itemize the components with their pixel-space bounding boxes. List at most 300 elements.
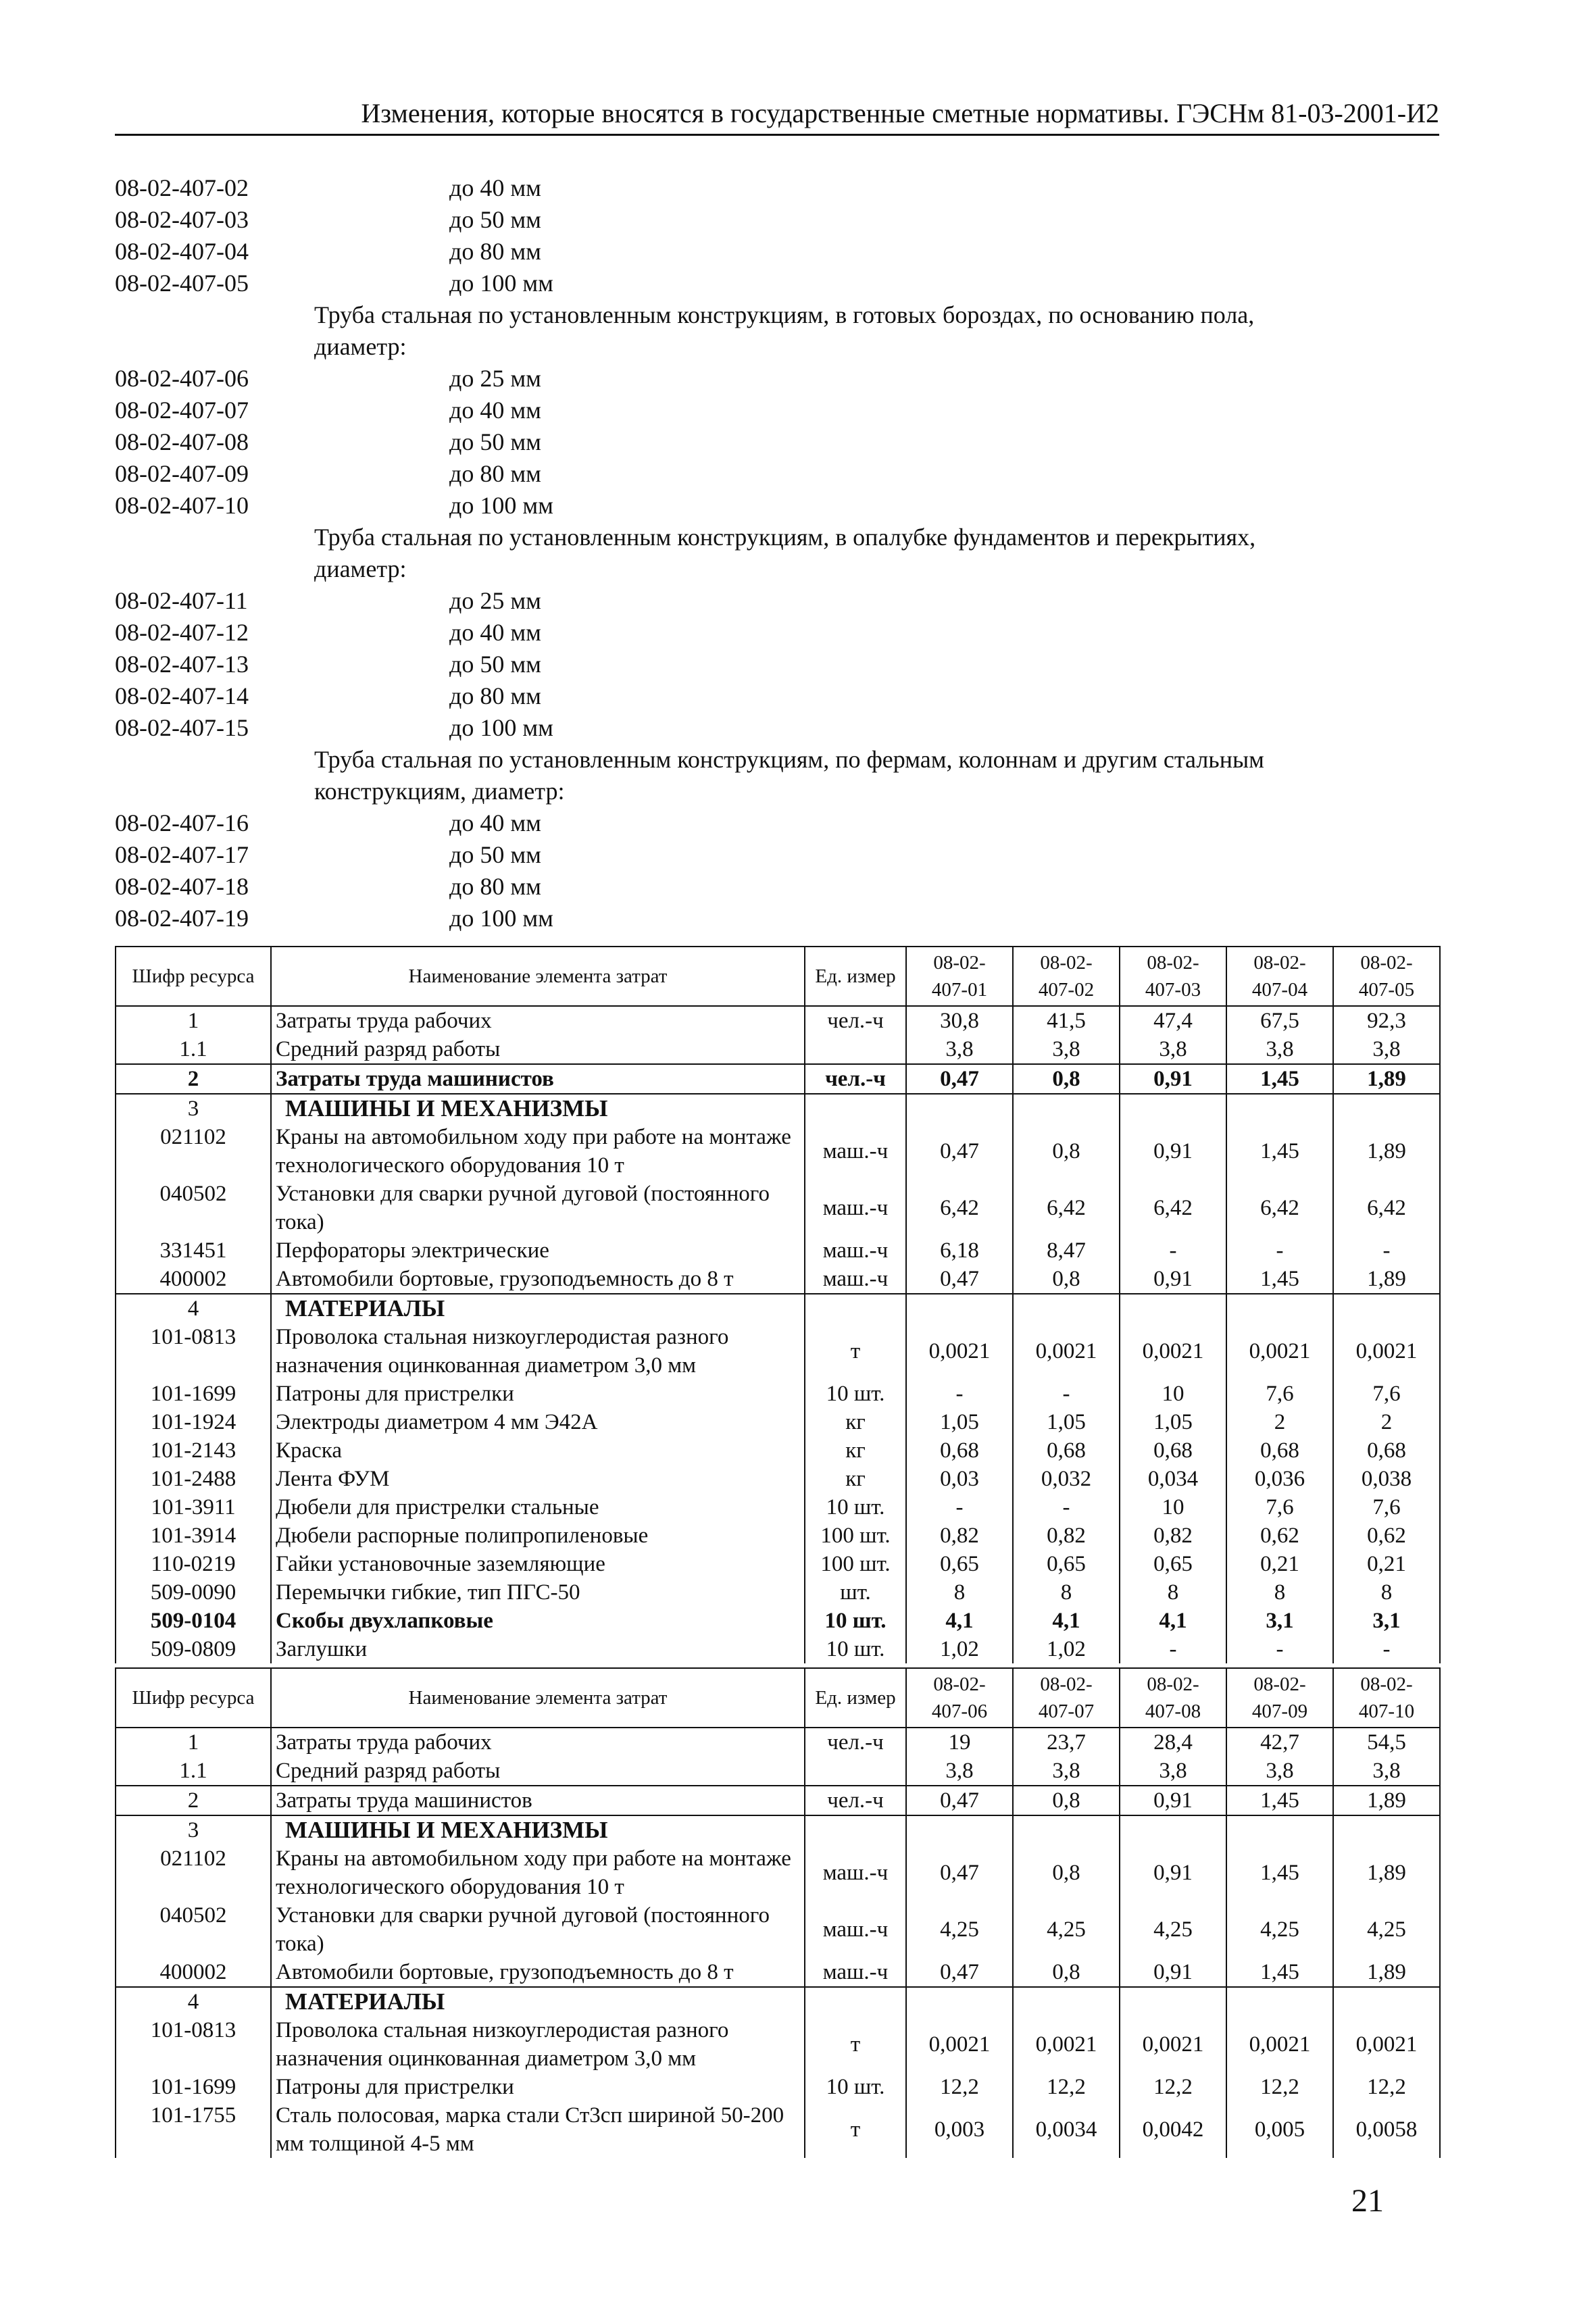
- col-header-norm: 08-02- 407-06: [906, 1668, 1013, 1728]
- norm-value: 12,2: [906, 2073, 1013, 2101]
- cost-item-name: Средний разряд работы: [271, 1757, 805, 1786]
- group-description: [115, 744, 1439, 807]
- norm-value: 8: [1333, 1578, 1440, 1607]
- code-row: [115, 712, 1439, 744]
- resource-code: 101-0813: [116, 1323, 271, 1380]
- resource-code: 08-02-407-05: [115, 270, 249, 297]
- norm-value: 0,65: [906, 1550, 1013, 1578]
- cost-item-name: Патроны для пристрелки: [271, 2073, 805, 2101]
- norm-value: 67,5: [1226, 1006, 1333, 1035]
- table-row: [116, 1786, 1440, 1815]
- cost-item-name: Автомобили бортовые, грузоподъемность до 8 т: [271, 1958, 805, 1987]
- norm-value: 0,68: [1013, 1436, 1120, 1465]
- diameter: до 80 мм: [449, 238, 541, 265]
- norm-value: 0,8: [1013, 1265, 1120, 1294]
- norm-value: 4,1: [906, 1607, 1013, 1635]
- table-row: [116, 1493, 1440, 1521]
- resource-code: 509-0809: [116, 1635, 271, 1663]
- norm-value: 6,42: [1013, 1180, 1120, 1236]
- table-row: [116, 1635, 1440, 1663]
- norm-value: 0,0058: [1333, 2101, 1440, 2158]
- cost-item-name: Сталь полосовая, марка стали Ст3сп шириной 50-200 мм толщиной 4-5 мм: [271, 2101, 805, 2158]
- norm-value: 6,42: [906, 1180, 1013, 1236]
- unit: т: [805, 1323, 906, 1380]
- code-row: [115, 236, 1439, 268]
- table-row: [116, 1265, 1440, 1294]
- table-row: [116, 1294, 1440, 1323]
- code-row: [115, 585, 1439, 617]
- diameter: до 100 мм: [449, 270, 553, 297]
- norm-value: -: [1226, 1635, 1333, 1663]
- norm-value: 4,1: [1013, 1607, 1120, 1635]
- resource-code: 509-0104: [116, 1607, 271, 1635]
- norm-value: [1013, 1094, 1120, 1123]
- resource-code: 101-3911: [116, 1493, 271, 1521]
- section-title: МАШИНЫ И МЕХАНИЗМЫ: [271, 1094, 805, 1123]
- norm-value: 1,45: [1226, 1844, 1333, 1901]
- norm-value: 4,25: [906, 1901, 1013, 1958]
- unit: [805, 1757, 906, 1786]
- norm-value: 6,18: [906, 1236, 1013, 1265]
- norm-value: 92,3: [1333, 1006, 1440, 1035]
- unit: кг: [805, 1465, 906, 1493]
- resource-code: 101-1699: [116, 2073, 271, 2101]
- resource-code: 2: [116, 1786, 271, 1815]
- norm-value: 8: [906, 1578, 1013, 1607]
- unit: 10 шт.: [805, 1380, 906, 1408]
- norm-value: [906, 1815, 1013, 1844]
- resource-code: 101-0813: [116, 2016, 271, 2073]
- resource-code: 4: [116, 1294, 271, 1323]
- norm-value: 0,005: [1226, 2101, 1333, 2158]
- norm-value: 12,2: [1120, 2073, 1226, 2101]
- col-header-norm: 08-02- 407-08: [1120, 1668, 1226, 1728]
- norm-value: [1333, 1094, 1440, 1123]
- norm-value: 1,45: [1226, 1958, 1333, 1987]
- cost-item-name: Проволока стальная низкоуглеродистая разного назначения оцинкованная диаметром 3,0 мм: [271, 2016, 805, 2073]
- cost-item-name: Установки для сварки ручной дуговой (постоянного тока): [271, 1180, 805, 1236]
- norm-value: 0,8: [1013, 1958, 1120, 1987]
- norm-value: 0,0021: [1226, 2016, 1333, 2073]
- section-title: МАТЕРИАЛЫ: [271, 1987, 805, 2016]
- code-row: [115, 172, 1439, 204]
- table-row: [116, 1408, 1440, 1436]
- resource-code: 08-02-407-02: [115, 174, 249, 201]
- norm-value: 0,0042: [1120, 2101, 1226, 2158]
- norm-value: 0,8: [1013, 1786, 1120, 1815]
- code-row: [115, 617, 1439, 649]
- norm-value: 0,0021: [906, 2016, 1013, 2073]
- diameter: до 80 мм: [449, 460, 541, 487]
- resource-code: 110-0219: [116, 1550, 271, 1578]
- unit: 100 шт.: [805, 1550, 906, 1578]
- norm-value: 42,7: [1226, 1728, 1333, 1757]
- code-row: [115, 395, 1439, 426]
- table-row: [116, 1844, 1440, 1901]
- resource-code: 509-0090: [116, 1578, 271, 1607]
- norm-value: [1226, 1294, 1333, 1323]
- norm-value: 0,62: [1226, 1521, 1333, 1550]
- norm-value: [1013, 1987, 1120, 2016]
- norm-value: [906, 1294, 1013, 1323]
- norm-value: 0,68: [1120, 1436, 1226, 1465]
- norm-value: 1,05: [906, 1408, 1013, 1436]
- col-header-norm: 08-02- 407-05: [1333, 947, 1440, 1006]
- table-row: [116, 1958, 1440, 1987]
- norm-value: -: [906, 1380, 1013, 1408]
- unit: маш.-ч: [805, 1236, 906, 1265]
- table-row: [116, 2073, 1440, 2101]
- unit: кг: [805, 1436, 906, 1465]
- norm-value: 47,4: [1120, 1006, 1226, 1035]
- norm-value: 12,2: [1226, 2073, 1333, 2101]
- resource-code: 101-2143: [116, 1436, 271, 1465]
- norm-value: -: [1013, 1380, 1120, 1408]
- col-header-norm: 08-02- 407-07: [1013, 1668, 1120, 1728]
- norm-value: 0,0034: [1013, 2101, 1120, 2158]
- norm-value: [1333, 1294, 1440, 1323]
- norm-value: -: [1333, 1236, 1440, 1265]
- norm-value: 3,8: [906, 1757, 1013, 1786]
- code-row: [115, 426, 1439, 458]
- norm-value: 0,82: [1120, 1521, 1226, 1550]
- cost-item-name: Краска: [271, 1436, 805, 1465]
- unit: [805, 1094, 906, 1123]
- norm-value: 1,89: [1333, 1265, 1440, 1294]
- table-row: [116, 1521, 1440, 1550]
- norm-value: 4,1: [1120, 1607, 1226, 1635]
- resource-code: 101-2488: [116, 1465, 271, 1493]
- resource-code: 3: [116, 1094, 271, 1123]
- norm-value: [1226, 1094, 1333, 1123]
- resource-code: 101-1755: [116, 2101, 271, 2158]
- resource-code: 2: [116, 1064, 271, 1094]
- norm-value: 4,25: [1120, 1901, 1226, 1958]
- resource-code: 08-02-407-12: [115, 619, 249, 646]
- norm-value: 1,45: [1226, 1064, 1333, 1094]
- norm-value: 8: [1013, 1578, 1120, 1607]
- diameter: до 80 мм: [449, 682, 541, 709]
- code-row: [115, 871, 1439, 903]
- cost-item-name: Скобы двухлапковые: [271, 1607, 805, 1635]
- resource-code: 08-02-407-10: [115, 492, 249, 519]
- cost-item-name: Перемычки гибкие, тип ПГС-50: [271, 1578, 805, 1607]
- diameter: до 100 мм: [449, 905, 553, 932]
- norm-value: 0,0021: [1226, 1323, 1333, 1380]
- norm-value: [1226, 1987, 1333, 2016]
- group-description-line: Труба стальная по установленным конструкциям, в опалубке фундаментов и перекрытиях,: [314, 524, 1256, 551]
- norm-value: 54,5: [1333, 1728, 1440, 1757]
- unit: кг: [805, 1408, 906, 1436]
- unit: шт.: [805, 1578, 906, 1607]
- norm-value: 4,25: [1333, 1901, 1440, 1958]
- norm-value: 0,0021: [1013, 2016, 1120, 2073]
- resource-code: 1.1: [116, 1035, 271, 1064]
- norm-value: [1120, 1815, 1226, 1844]
- resource-code: 08-02-407-17: [115, 841, 249, 868]
- table-row: [116, 1578, 1440, 1607]
- unit: [805, 1815, 906, 1844]
- norm-value: 0,0021: [1013, 1323, 1120, 1380]
- diameter: до 50 мм: [449, 428, 541, 455]
- resource-code: 08-02-407-18: [115, 873, 249, 900]
- cost-item-name: Затраты труда машинистов: [271, 1786, 805, 1815]
- page-number: 21: [1351, 2183, 1384, 2219]
- code-list: [115, 172, 1439, 934]
- norm-value: 3,8: [1013, 1035, 1120, 1064]
- norm-value: 0,91: [1120, 1265, 1226, 1294]
- norm-value: 1,05: [1013, 1408, 1120, 1436]
- norm-value: 3,8: [1333, 1757, 1440, 1786]
- norm-value: -: [1333, 1635, 1440, 1663]
- code-row: [115, 649, 1439, 680]
- unit: [805, 1987, 906, 2016]
- norm-value: 0,68: [906, 1436, 1013, 1465]
- norm-value: 0,47: [906, 1265, 1013, 1294]
- resource-code: 08-02-407-07: [115, 397, 249, 424]
- norm-value: [1333, 1815, 1440, 1844]
- unit: маш.-ч: [805, 1265, 906, 1294]
- norm-value: 3,8: [1226, 1757, 1333, 1786]
- col-header-name: Наименование элемента затрат: [271, 1668, 805, 1728]
- diameter: до 80 мм: [449, 873, 541, 900]
- norm-value: 2: [1333, 1408, 1440, 1436]
- norm-value: 3,8: [1013, 1757, 1120, 1786]
- table-row: [116, 1550, 1440, 1578]
- cost-item-name: Затраты труда рабочих: [271, 1728, 805, 1757]
- unit: чел.-ч: [805, 1786, 906, 1815]
- col-header-norm: 08-02- 407-10: [1333, 1668, 1440, 1728]
- norm-value: 0,21: [1226, 1550, 1333, 1578]
- norm-value: 1,89: [1333, 1064, 1440, 1094]
- norm-value: 1,45: [1226, 1265, 1333, 1294]
- unit: т: [805, 2101, 906, 2158]
- diameter: до 25 мм: [449, 587, 541, 614]
- unit: 10 шт.: [805, 1493, 906, 1521]
- col-header-unit: Ед. измер: [805, 947, 906, 1006]
- norm-value: 0,038: [1333, 1465, 1440, 1493]
- unit: маш.-ч: [805, 1123, 906, 1180]
- table-row: [116, 1728, 1440, 1757]
- unit: т: [805, 2016, 906, 2073]
- unit: чел.-ч: [805, 1006, 906, 1035]
- unit: маш.-ч: [805, 1958, 906, 1987]
- norm-value: 1,45: [1226, 1123, 1333, 1180]
- norm-value: 2: [1226, 1408, 1333, 1436]
- norm-value: 1,89: [1333, 1844, 1440, 1901]
- norm-value: [1120, 1294, 1226, 1323]
- resource-code: 021102: [116, 1123, 271, 1180]
- norm-value: 1,02: [1013, 1635, 1120, 1663]
- section-title: МАШИНЫ И МЕХАНИЗМЫ: [271, 1815, 805, 1844]
- norm-value: [1120, 1987, 1226, 2016]
- group-description: [115, 299, 1439, 363]
- norm-value: 0,8: [1013, 1123, 1120, 1180]
- norm-value: 3,8: [1333, 1035, 1440, 1064]
- group-description-line: Труба стальная по установленным конструкциям, в готовых бороздах, по основанию пола,: [314, 301, 1255, 328]
- norm-value: 3,8: [1120, 1035, 1226, 1064]
- resource-code: 021102: [116, 1844, 271, 1901]
- resource-code: 1.1: [116, 1757, 271, 1786]
- norm-value: 0,47: [906, 1958, 1013, 1987]
- col-header-code: Шифр ресурса: [116, 947, 271, 1006]
- code-row: [115, 268, 1439, 299]
- table-header-row: [116, 947, 1440, 1006]
- norm-value: 12,2: [1013, 2073, 1120, 2101]
- norm-value: 3,8: [1120, 1757, 1226, 1786]
- cost-item-name: Затраты труда машинистов: [271, 1064, 805, 1094]
- code-row: [115, 839, 1439, 871]
- table-row: [116, 1436, 1440, 1465]
- norm-value: 41,5: [1013, 1006, 1120, 1035]
- norm-value: 0,8: [1013, 1844, 1120, 1901]
- norm-value: -: [1013, 1493, 1120, 1521]
- resource-code: 08-02-407-08: [115, 428, 249, 455]
- code-row: [115, 490, 1439, 522]
- unit: 10 шт.: [805, 1635, 906, 1663]
- norm-value: 8: [1226, 1578, 1333, 1607]
- code-row: [115, 680, 1439, 712]
- diameter: до 40 мм: [449, 397, 541, 424]
- cost-item-name: Краны на автомобильном ходу при работе на монтаже технологического оборудования 10 т: [271, 1123, 805, 1180]
- norm-value: 4,25: [1013, 1901, 1120, 1958]
- norm-value: 7,6: [1333, 1380, 1440, 1408]
- diameter: до 40 мм: [449, 174, 541, 201]
- group-description-line: диаметр:: [314, 333, 407, 360]
- resource-code: 08-02-407-13: [115, 651, 249, 678]
- code-row: [115, 903, 1439, 934]
- norm-value: 0,82: [906, 1521, 1013, 1550]
- unit: маш.-ч: [805, 1180, 906, 1236]
- diameter: до 50 мм: [449, 841, 541, 868]
- norm-value: 1,89: [1333, 1786, 1440, 1815]
- resource-code: 1: [116, 1728, 271, 1757]
- norm-value: 0,91: [1120, 1958, 1226, 1987]
- norm-value: [906, 1987, 1013, 2016]
- resource-code: 101-3914: [116, 1521, 271, 1550]
- code-row: [115, 204, 1439, 236]
- norm-value: 0,91: [1120, 1064, 1226, 1094]
- norm-value: [1333, 1987, 1440, 2016]
- norm-value: 0,47: [906, 1123, 1013, 1180]
- norm-value: 0,032: [1013, 1465, 1120, 1493]
- code-row: [115, 458, 1439, 490]
- cost-item-name: Установки для сварки ручной дуговой (постоянного тока): [271, 1901, 805, 1958]
- norm-value: 1,05: [1120, 1408, 1226, 1436]
- diameter: до 50 мм: [449, 206, 541, 233]
- norm-value: 0,82: [1013, 1521, 1120, 1550]
- table-row: [116, 1757, 1440, 1786]
- norm-value: 0,65: [1013, 1550, 1120, 1578]
- norm-value: 8,47: [1013, 1236, 1120, 1265]
- resource-code: 08-02-407-04: [115, 238, 249, 265]
- norm-value: 3,8: [1226, 1035, 1333, 1064]
- norm-value: 0,62: [1333, 1521, 1440, 1550]
- resource-code: 08-02-407-14: [115, 682, 249, 709]
- norm-value: 10: [1120, 1493, 1226, 1521]
- resource-code: 101-1699: [116, 1380, 271, 1408]
- unit: 100 шт.: [805, 1521, 906, 1550]
- diameter: до 100 мм: [449, 492, 553, 519]
- diameter: до 40 мм: [449, 809, 541, 836]
- unit: чел.-ч: [805, 1064, 906, 1094]
- diameter: до 50 мм: [449, 651, 541, 678]
- cost-item-name: Электроды диаметром 4 мм Э42А: [271, 1408, 805, 1436]
- norm-value: 0,03: [906, 1465, 1013, 1493]
- norm-value: 19: [906, 1728, 1013, 1757]
- norm-value: 0,68: [1333, 1436, 1440, 1465]
- resource-code: 331451: [116, 1236, 271, 1265]
- resource-code: 3: [116, 1815, 271, 1844]
- table-row: [116, 1323, 1440, 1380]
- table-row: [116, 1607, 1440, 1635]
- norm-value: 30,8: [906, 1006, 1013, 1035]
- col-header-name: Наименование элемента затрат: [271, 947, 805, 1006]
- norm-value: 3,8: [906, 1035, 1013, 1064]
- table-row: [116, 1465, 1440, 1493]
- norm-value: 7,6: [1226, 1493, 1333, 1521]
- norm-value: [1013, 1815, 1120, 1844]
- col-header-norm: 08-02- 407-02: [1013, 947, 1120, 1006]
- resource-code: 08-02-407-06: [115, 365, 249, 392]
- table-row: [116, 1815, 1440, 1844]
- norm-value: -: [1120, 1635, 1226, 1663]
- diameter: до 100 мм: [449, 714, 553, 741]
- table-row: [116, 1094, 1440, 1123]
- group-description: [115, 522, 1439, 585]
- resource-code: 08-02-407-03: [115, 206, 249, 233]
- unit: маш.-ч: [805, 1844, 906, 1901]
- table-row: [116, 1006, 1440, 1035]
- unit: чел.-ч: [805, 1728, 906, 1757]
- table-row: [116, 1380, 1440, 1408]
- norm-value: -: [1226, 1236, 1333, 1265]
- norm-value: 0,68: [1226, 1436, 1333, 1465]
- norm-value: 0,47: [906, 1786, 1013, 1815]
- table-header-row: [116, 1668, 1440, 1728]
- cost-item-name: Краны на автомобильном ходу при работе на монтаже технологического оборудования 10 т: [271, 1844, 805, 1901]
- resource-code: 4: [116, 1987, 271, 2016]
- cost-item-name: Лента ФУМ: [271, 1465, 805, 1493]
- col-header-unit: Ед. измер: [805, 1668, 906, 1728]
- norm-value: 0,0021: [1333, 2016, 1440, 2073]
- code-row: [115, 363, 1439, 395]
- norm-value: 0,003: [906, 2101, 1013, 2158]
- unit: [805, 1035, 906, 1064]
- table-row: [116, 2101, 1440, 2158]
- section-title: МАТЕРИАЛЫ: [271, 1294, 805, 1323]
- norm-value: 10: [1120, 1380, 1226, 1408]
- cost-item-name: Проволока стальная низкоуглеродистая разного назначения оцинкованная диаметром 3,0 мм: [271, 1323, 805, 1380]
- resource-code: 400002: [116, 1958, 271, 1987]
- group-description-line: диаметр:: [314, 555, 407, 582]
- diameter: до 25 мм: [449, 365, 541, 392]
- norm-value: [1013, 1294, 1120, 1323]
- resource-code: 040502: [116, 1180, 271, 1236]
- cost-item-name: Перфораторы электрические: [271, 1236, 805, 1265]
- table-row: [116, 1901, 1440, 1958]
- norm-value: 0,0021: [1120, 1323, 1226, 1380]
- cost-item-name: Заглушки: [271, 1635, 805, 1663]
- code-row: [115, 807, 1439, 839]
- table-row: [116, 1236, 1440, 1265]
- norm-value: 6,42: [1120, 1180, 1226, 1236]
- norm-value: 1,89: [1333, 1123, 1440, 1180]
- resource-code: 101-1924: [116, 1408, 271, 1436]
- unit: 10 шт.: [805, 1607, 906, 1635]
- norm-value: 6,42: [1226, 1180, 1333, 1236]
- diameter: до 40 мм: [449, 619, 541, 646]
